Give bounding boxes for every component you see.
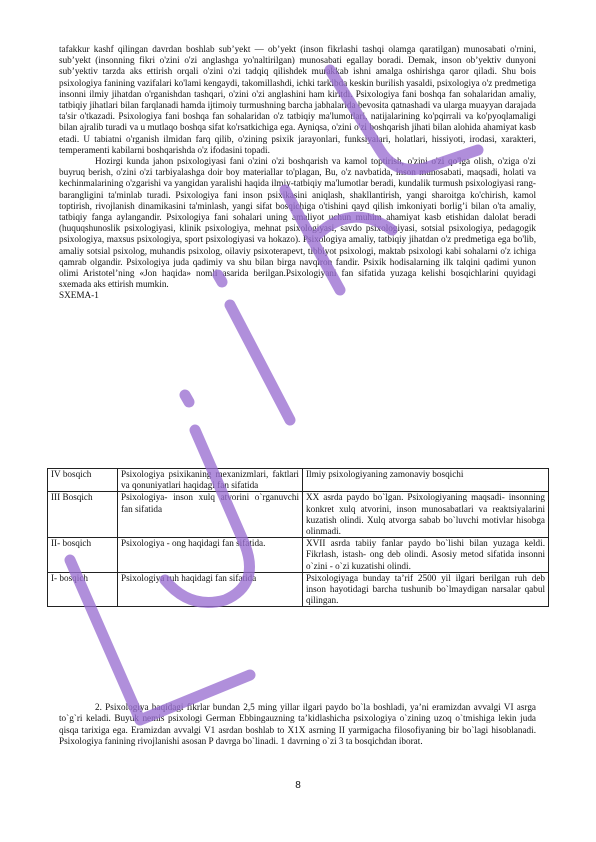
table-row	[48, 538, 549, 573]
table-row	[48, 469, 549, 492]
details-cell: Ilmiy psixologiyaning zamonaviy bosqichi	[303, 469, 549, 492]
stage-cell: IV bosqich	[48, 469, 118, 492]
paragraph-1: tafakkur kashf qilingan davrdan boshlab sub’yekt — ob’yekt (inson fikrlashi tashqi olamga qaratilgan) munosabati o'rnini, sub’yekt (insonning fikri o'zini o'zi anglashga yo'naltirilgan) munosabati egallay boradi. Demak, inson ob’yektiv dunyoni sub’yektiv tarzda aks ettirish orqali o'zini o'zi tadqiq qilishdek murakkab ishni amalga oshirishga qaror qiladi. Shu bois psixologiya fanining vazifalari ko'lami kengaydi, takomillashdi, ichki tarkibda keskin burilish yasaldi, psixologiya o'z predmetiga insonni ilmiy jihatdan o'rganishdan tashqari, o'zini o'zi anglashini ham kiritdi. Psixologiya fani boshqa fan sohalaridan amaliy, tatbiqiy jihatlari bilan farqlanadi hamda ijtimoiy turmushning barcha jabhalarida bevosita qatnashadi va ularga muayyan darajada ta'sir o'tkazadi. Psixologiya fani boshqa fan sohalaridan o'z tatbiqiy ma'lumotlari, natijalarining ko'pqirrali va ko'pyoqlamaligi bilan ajralib turadi va u mutlaqo boshqa sifat ko'rsatkichiga ega. Ayniqsa, o'zini o'zi boshqarish jihati bilan alohida ahamiyat kasb etadi. U tabiatni o'rganish ilmidan farq qilib, o'zining psixik jarayonlari, funksiyalari, holatlari, hissiyoti, irodasi, xarakteri, temperamenti kabilarni boshqarishda o'z ifodasini topadi.	[59, 44, 536, 155]
details-cell: XVII asrda tabiiy fanlar paydo bo`lishi bilan yuzaga keldi. Fikrlash, istash- ong deb olindi. Asosiy metod sifatida insonni o`zini - o`zi kuzatishi olindi.	[303, 538, 549, 573]
scheme-title: SXEMA-1	[59, 290, 99, 301]
closing-paragraph: 2. Psixologiya haqidagi fikrlar bundan 2,5 ming yillar ilgari paydo bo`la boshladi, ya’ni eramizdan avvalgi VI asrga to`g`ri keladi. Buyuk nemis psixologi German Ebbingauzning ta’kidlashicha psixologiya o`zining uzoq o`tmishiga lekin juda qisqa tarixiga ega. Eramizdan avvalgi V1 asrdan boshlab to X1X asrning II yarmigacha filosofiyaning bir bo`lagi hisoblanadi. Psixologiya fanining rivojlanishi asosan P davrga bo`linadi. 1 davrning o`zi 3 ta bosqichdan iborat.	[59, 702, 536, 746]
stage-cell: III Bosqich	[48, 492, 118, 538]
paragraph-2: Hozirgi kunda jahon psixologiyasi fani o'zini o'zi boshqarish va kamol toptirish, o'zini o'zi qo'lga olish, o'ziga o'zi buyruq berish, o'zini o'zi tarbiyalashga doir boy materiallar to'plagan, Bu, o'z navbatida, inson munosabati, maqsadi, holati va kechinmalarining o'zgarishi va yangidan yaralishi haqida ilmiy-tatbiqiy ma'lumotlar beradi, kundalik turmush psixologiyasi rang-barangligini ta'minlab turadi. Psixologiya fani inson psixikasini aniqlash, shakllantirish, yangi sharoitga ko'chirish, kamol toptirish, rivojlanish dinamikasini ta'minlash, yangi sifat bosqichiga o'tishini qayd qilish imkoniyati borlig’i bilan o'ta amaliy, tatbiqiy fanga aylangandir. Psixologiya fani sohalari uning amaliyot uchun muhim ahamiyat kasb etishidan dalolat beradi (huquqshunoslik psixologiyasi, klinik psixologiya, mehnat psixologiyasi, savdo psixologiyasi, sotsial psixologiya, pedagogik psixologiya, maxsus psixologiya, sport psixologiyasi va hokazo). Psixologiya amaliy, tatbiqiy jihatdan o'z predmetiga ega bo'lib, amaliy sotsial psixolog, muhandis psixolog, oilaviy psixoterapevt, tibbiyot psixologi, maktab psixologi kabi sohalarni o'z ichiga qamrab olgandir. Psixologiya juda qadimiy va shu bilan birga navqiron fandir. Psixik hodisalarning ilk talqini qadimi yunon olimi Aristotel’ning «Jon haqida» nomli asarida berilgan.Psixologiyani fan sifatida yuzaga kelishi bosqichlarini quyidagi sxemada aks ettirish mumkin.	[59, 156, 536, 290]
description-cell: Psixologiya- inson xulq atvorini o`rganuvchi fan sifatida	[118, 492, 303, 538]
details-cell: XX asrda paydo bo`lgan. Psixologiyaning maqsadi- insonning konkret xulq atvorini, inson munosabatlari va reaktsiyalarini kuzatish olindi. Xulq atvorga sabab bo`luvchi motivlar hisobga olinmadi.	[303, 492, 549, 538]
stage-cell: I- bosqich	[48, 572, 118, 607]
table-row	[48, 572, 549, 607]
description-cell: Psixologiya psixikaning mexanizmlari, faktlari va qonuniyatlari haqidagi fan sifatida	[118, 469, 303, 492]
scheme-table	[47, 468, 549, 607]
page-number: 8	[295, 780, 301, 791]
stage-cell: II- bosqich	[48, 538, 118, 573]
details-cell: Psixologiyaga bunday ta’rif 2500 yil ilgari berilgan ruh deb inson hayotidagi barcha tushunib bo`lmaydigan narsalar qabul qilingan.	[303, 572, 549, 607]
table-row	[48, 492, 549, 538]
description-cell: Psixologiya - ong haqidagi fan sifatida.	[118, 538, 303, 573]
description-cell: Psixologiya ruh haqidagi fan sifatida	[118, 572, 303, 607]
body-text	[59, 44, 536, 302]
